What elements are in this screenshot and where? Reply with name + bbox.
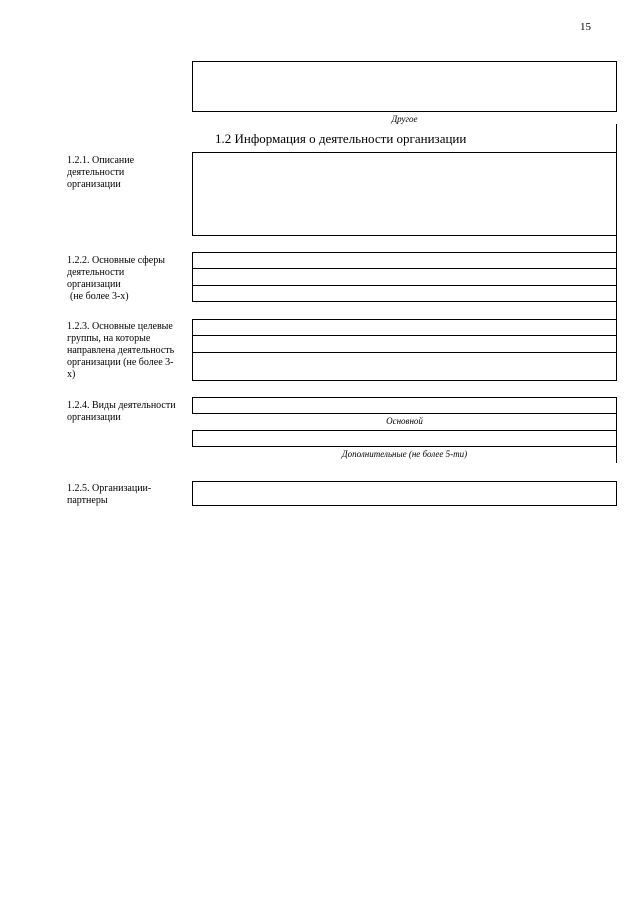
target-groups-label-line: направлена деятельность <box>67 345 175 356</box>
target-groups-right-rule <box>616 353 617 381</box>
activity-types-label-line: 1.2.4. Виды деятельности <box>67 400 176 411</box>
target-groups-bottom-rule <box>192 380 617 381</box>
spheres-label-line: 1.2.2. Основные сферы <box>67 255 165 266</box>
main-activity-field[interactable] <box>192 397 617 414</box>
spheres-right-rule <box>616 302 617 319</box>
description-right-rule <box>616 236 617 252</box>
additional-activity-caption: Дополнительные (не более 5-ти) <box>341 449 468 459</box>
spheres-field-2[interactable] <box>192 268 617 286</box>
target-groups-label-line: организации (не более 3- <box>67 357 174 368</box>
other-field[interactable] <box>192 61 617 112</box>
target-groups-field-1[interactable] <box>192 319 617 336</box>
section-right-rule <box>616 124 617 153</box>
description-label <box>67 155 187 191</box>
activity-types-label <box>67 400 192 424</box>
spheres-label <box>67 255 187 303</box>
spheres-label-line: деятельности <box>67 267 125 278</box>
activity-types-label-line: организации <box>67 412 121 423</box>
partners-label <box>67 483 192 507</box>
target-groups-field-2[interactable] <box>192 335 617 353</box>
description-label-line: деятельности <box>67 167 125 178</box>
main-activity-caption: Основной <box>386 416 423 426</box>
other-caption: Другое <box>391 114 418 124</box>
target-groups-left-rule <box>192 353 193 381</box>
target-groups-label-line: группы, на которые <box>67 333 151 344</box>
section-title: 1.2 Информация о деятельности организации <box>215 131 467 146</box>
additional-right-rule <box>616 447 617 463</box>
page-number: 15 <box>580 21 591 33</box>
spheres-label-line: организации <box>67 279 121 290</box>
description-field[interactable] <box>192 152 617 236</box>
description-label-line: организации <box>67 179 121 190</box>
spheres-field-3[interactable] <box>192 285 617 302</box>
target-groups-label-line: 1.2.3. Основные целевые <box>67 321 173 332</box>
spheres-field-1[interactable] <box>192 252 617 269</box>
activity-right-rule <box>616 414 617 430</box>
partners-label-line: 1.2.5. Организации- <box>67 483 152 494</box>
target-groups-label-line: х) <box>67 369 76 380</box>
target-groups-label <box>67 321 192 381</box>
partners-label-line: партнеры <box>67 495 108 506</box>
additional-activity-field[interactable] <box>192 430 617 447</box>
spheres-label-line: (не более 3-х) <box>70 291 129 302</box>
description-label-line: 1.2.1. Описание <box>67 155 135 166</box>
partners-field[interactable] <box>192 481 617 506</box>
